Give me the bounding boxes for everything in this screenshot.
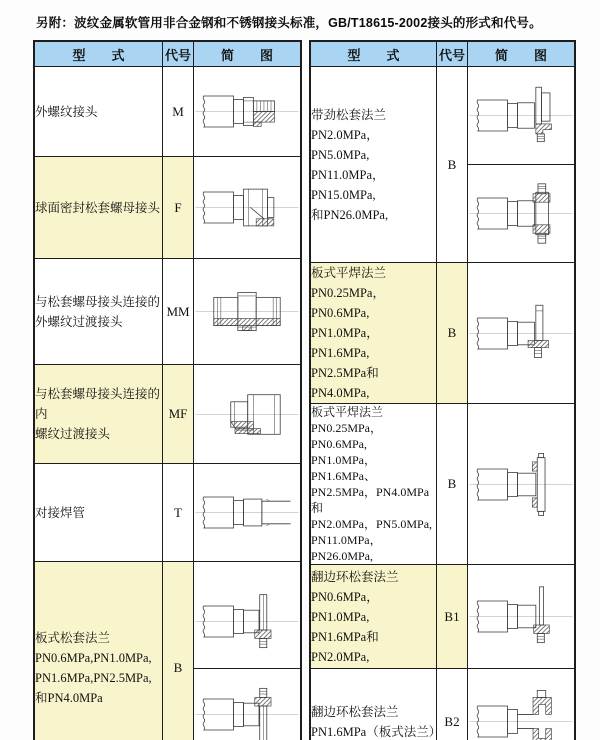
fitting-code-cell: B bbox=[437, 404, 468, 565]
neck-loose-flange-up-icon bbox=[468, 67, 574, 164]
tables-row bbox=[33, 40, 600, 740]
fitting-type-cell bbox=[310, 404, 437, 565]
column-header-code: 代号 bbox=[163, 41, 194, 67]
fitting-diagram-cell bbox=[468, 669, 576, 740]
table-header-right bbox=[310, 41, 575, 67]
fitting-code-cell: MF bbox=[163, 365, 194, 463]
column-header-code: 代号 bbox=[437, 41, 468, 67]
double-male-adapter-icon bbox=[194, 266, 300, 358]
table-row bbox=[310, 565, 575, 669]
table-row bbox=[34, 562, 301, 740]
fitting-type-line: PN2.0MPa，PN5.0MPa, bbox=[311, 517, 433, 531]
fitting-type-cell bbox=[310, 669, 442, 740]
weld-plate-flange-up-icon bbox=[468, 280, 574, 387]
fitting-type-cell bbox=[34, 463, 163, 561]
fitting-type-line: PN1.0MPa，PN1.6MPa、 bbox=[311, 453, 377, 483]
fitting-type-cell bbox=[310, 565, 437, 669]
butt-weld-pipe-icon bbox=[194, 470, 300, 555]
page-title: 另附：波纹金属软管用非合金钢和不锈钢接头标准，GB/T18615-2002接头的形式和代号。 bbox=[36, 16, 542, 30]
fitting-type-line: PN2.0MPa，PN5.0MPa, bbox=[311, 127, 379, 162]
table-header-left bbox=[34, 41, 301, 67]
fitting-type-cell bbox=[310, 67, 437, 263]
fitting-type-line: 外螺纹过渡接头 bbox=[35, 314, 123, 329]
fitting-type-cell bbox=[34, 67, 163, 157]
fitting-type-line: 翻边环松套法兰 bbox=[311, 704, 399, 719]
table-row bbox=[34, 463, 301, 561]
fitting-code-cell: B bbox=[437, 67, 468, 263]
table-row bbox=[310, 404, 575, 565]
fitting-type-line: PN1.6MPa（板式法兰） bbox=[311, 724, 442, 739]
fitting-type-line: 板式平焊法兰 bbox=[311, 266, 387, 280]
fitting-type-cell bbox=[310, 263, 437, 404]
fitting-type-line: PN0.25MPa，PN0.6MPa, bbox=[311, 421, 383, 451]
fitting-type-line: PN1.6MPa,PN2.5MPa, bbox=[35, 671, 152, 686]
fitting-type-line: PN1.0MPa，PN1.6MPa, bbox=[311, 326, 379, 360]
fitting-type-line: 带劲松套法兰 bbox=[311, 107, 387, 122]
table-row bbox=[34, 67, 301, 157]
fitting-diagram-cell bbox=[194, 157, 302, 259]
fitting-code-cell: MM bbox=[163, 259, 194, 365]
fitting-code-cell: B bbox=[437, 263, 468, 404]
fitting-type-line: PN1.6MPa和PN2.0MPa, bbox=[311, 629, 379, 664]
fitting-type-line: 球面密封松套螺母接头 bbox=[35, 200, 161, 215]
neck-loose-flange-sym-icon bbox=[468, 164, 574, 262]
fitting-type-line: PN11.0MPa，PN26.0MPa, bbox=[311, 533, 382, 563]
fitting-type-line: 和PN26.0MPa, bbox=[311, 207, 389, 222]
lap-ring-flange-up-icon bbox=[468, 565, 574, 668]
column-header-diagram: 简 图 bbox=[194, 41, 302, 67]
fitting-type-cell bbox=[34, 562, 163, 740]
lap-ring-flange-ring-icon bbox=[468, 669, 574, 740]
fitting-diagram-cell bbox=[194, 365, 302, 463]
fitting-diagram-cell bbox=[194, 562, 302, 740]
fitting-type-line: 与松套螺母接头连接的 bbox=[35, 294, 161, 309]
fitting-diagram-cell bbox=[468, 263, 576, 404]
fitting-diagram-cell bbox=[194, 67, 302, 157]
fitting-type-line: PN0.6MPa，PN1.0MPa, bbox=[311, 589, 379, 624]
fitting-type-cell bbox=[34, 157, 163, 259]
plate-loose-flange-up-icon bbox=[194, 576, 300, 668]
fitting-code-cell: B2 bbox=[437, 669, 468, 740]
fitting-type-line: PN2.5MPa，PN4.0MPa和 bbox=[311, 485, 430, 515]
fitting-diagram-cell bbox=[468, 67, 576, 263]
fitting-type-line: 板式松套法兰 bbox=[35, 631, 111, 646]
female-adapter-icon bbox=[194, 372, 300, 457]
fitting-type-line: 和PN4.0MPa bbox=[35, 691, 103, 706]
fitting-type-line: PN11.0MPa，PN15.0MPa, bbox=[311, 167, 385, 202]
table-row bbox=[34, 259, 301, 365]
table-row bbox=[34, 157, 301, 259]
table-row bbox=[310, 669, 575, 740]
male-thread-fitting-icon bbox=[194, 73, 300, 151]
fitting-diagram-cell bbox=[468, 404, 576, 565]
fitting-type-cell bbox=[34, 365, 163, 463]
fitting-type-line: 对接焊管 bbox=[35, 505, 86, 520]
fitting-type-cell bbox=[34, 259, 163, 365]
table-row bbox=[310, 67, 575, 263]
fitting-type-line: 翻边环松套法兰 bbox=[311, 569, 399, 584]
swivel-nut-fitting-icon bbox=[194, 164, 300, 252]
fitting-type-line: PN0.6MPa,PN1.0MPa, bbox=[35, 651, 152, 666]
fitting-code-cell: M bbox=[163, 67, 194, 157]
fitting-type-line: PN2.5MPa和PN4.0MPa, bbox=[311, 366, 379, 400]
table-row bbox=[34, 365, 301, 463]
fitting-diagram-cell bbox=[468, 565, 576, 669]
fitting-table-left bbox=[33, 40, 302, 740]
column-header-type: 型 式 bbox=[34, 41, 163, 67]
fitting-type-line: PN0.25MPa，PN0.6MPa, bbox=[311, 286, 385, 320]
fitting-diagram-cell bbox=[194, 463, 302, 561]
fitting-code-cell: B1 bbox=[437, 565, 468, 669]
column-header-type: 型 式 bbox=[310, 41, 437, 67]
table-row bbox=[310, 263, 575, 404]
fitting-type-line: 外螺纹接头 bbox=[35, 104, 98, 119]
column-header-diagram: 简 图 bbox=[468, 41, 576, 67]
plate-loose-flange-down-icon bbox=[194, 668, 300, 740]
weld-plate-flange-full-icon bbox=[468, 433, 574, 535]
fitting-code-cell: F bbox=[163, 157, 194, 259]
fitting-diagram-cell bbox=[194, 259, 302, 365]
fitting-type-line: 板式平焊法兰 bbox=[311, 405, 384, 419]
fitting-code-cell: B bbox=[163, 562, 194, 740]
fitting-table-right bbox=[309, 40, 576, 740]
fitting-type-line: 与松套螺母接头连接的内 bbox=[35, 387, 161, 422]
fitting-code-cell: T bbox=[163, 463, 194, 561]
fitting-type-line: 螺纹过渡接头 bbox=[35, 427, 111, 442]
